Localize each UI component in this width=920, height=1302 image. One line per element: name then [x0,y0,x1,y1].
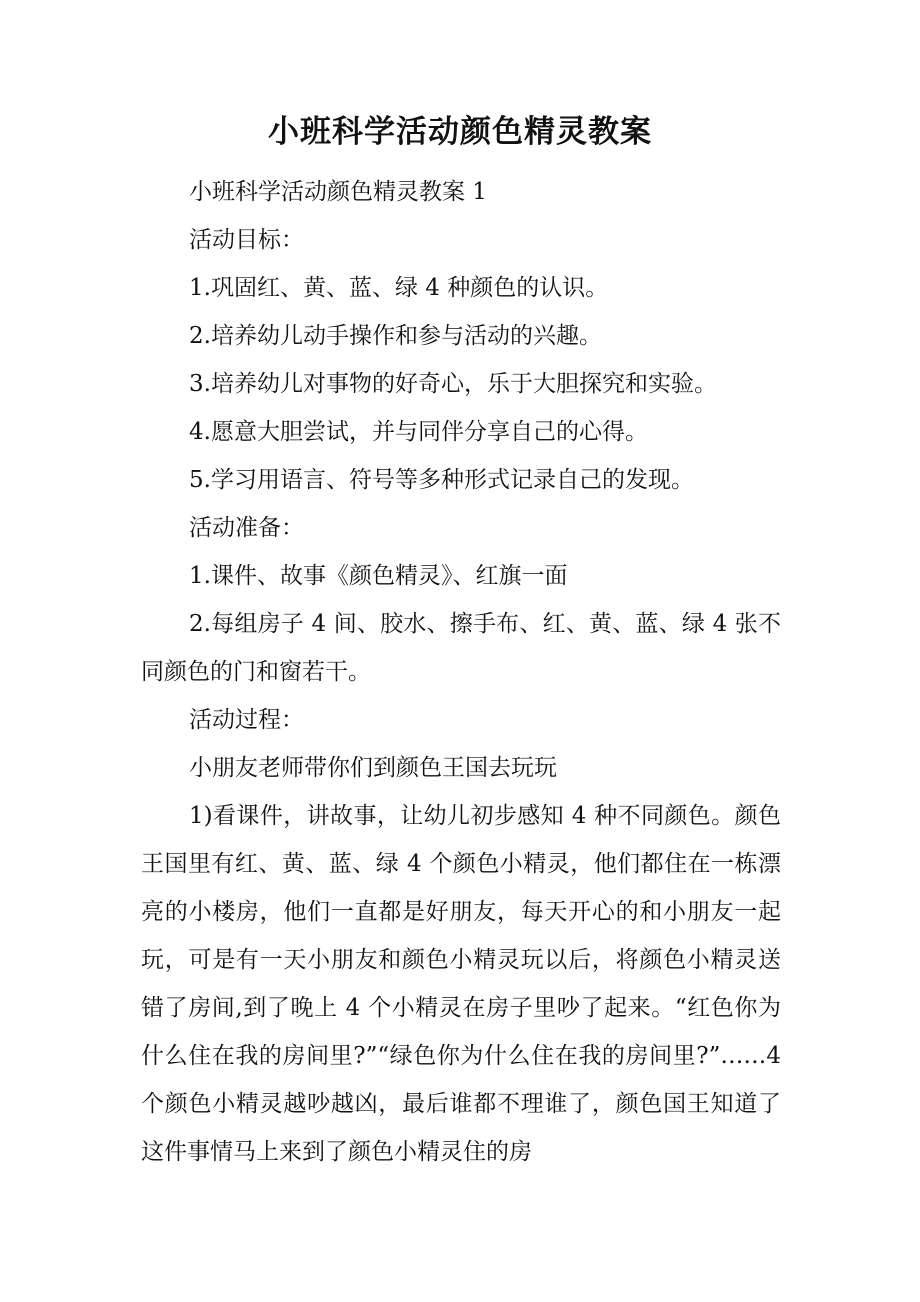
paragraph-goal-3: 3.培养幼儿对事物的好奇心，乐于大胆探究和实验。 [189,371,717,397]
paragraph-process-intro: 小朋友老师带你们到颜色王国去玩玩 [189,755,557,781]
paragraph-goal-5: 5.学习用语言、符号等多种形式记录自己的发现。 [189,467,694,493]
document-body [141,168,781,1176]
paragraph-goal-4: 4.愿意大胆尝试，并与同伴分享自己的心得。 [189,419,648,445]
paragraph-goal-1: 1.巩固红、黄、蓝、绿 4 种颜色的认识。 [189,275,609,301]
paragraph-section-heading: 小班科学活动颜色精灵教案 1 [189,179,487,205]
document-title: 小班科学活动颜色精灵教案 [268,114,652,150]
paragraph-process-story: 1)看课件，讲故事，让幼儿初步感知 4 种不同颜色。颜色王国里有红、黄、蓝、绿 4 个颜色小精灵，他们都住在一栋漂亮的小楼房，他们一直都是好朋友，每天开心的和小朋友一起玩，可是有一天小朋友和颜色小精灵玩以后，将颜色小精灵送错了房间,到了晚上 4 个小精灵在房子里吵了起来。“红色你为什么住在我的房间里?”“绿色你为什么住在我的房间里?”……4 个颜色小精灵越吵越凶，最后谁都不理谁了，颜色国王知道了这件事情马上来到了颜色小精灵住的房 [141,803,781,1165]
paragraph-process-heading: 活动过程： [189,707,304,733]
paragraph-prep-heading: 活动准备： [189,515,304,541]
paragraph-prep-2: 2.每组房子 4 间、胶水、擦手布、红、黄、蓝、绿 4 张不同颜色的门和窗若干。 [141,611,781,685]
paragraph-goal-2: 2.培养幼儿动手操作和参与活动的兴趣。 [189,323,602,349]
paragraph-prep-1: 1.课件、故事《颜色精灵》、红旗一面 [189,563,568,589]
paragraph-goals-heading: 活动目标： [189,227,304,253]
